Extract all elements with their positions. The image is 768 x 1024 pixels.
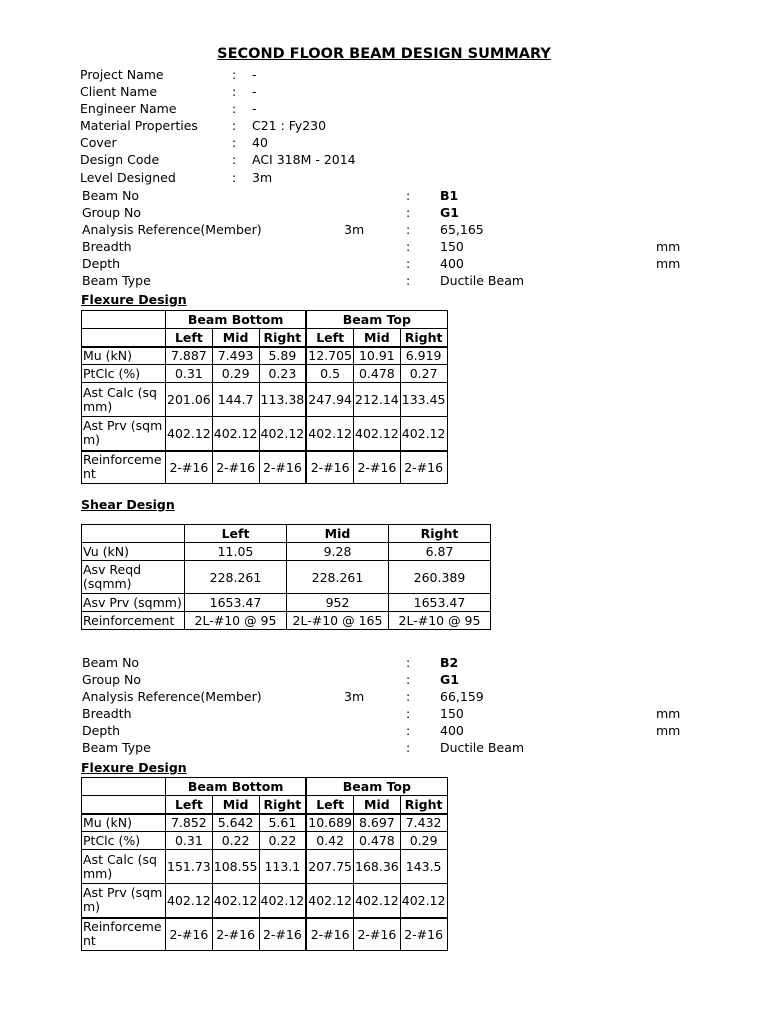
flexure-table-b1 (81, 310, 448, 484)
row-label: Reinforcement (82, 451, 166, 484)
column-header: Right (259, 329, 306, 347)
field-label: Cover (80, 135, 117, 151)
field-label: Group No (82, 205, 142, 220)
shear-table-b1 (81, 524, 491, 630)
table-cell: 402.12 (306, 884, 353, 918)
level-row (80, 169, 356, 186)
field-value: - (252, 84, 257, 100)
table-cell: 228.261 (185, 561, 287, 594)
table-cell: 5.89 (259, 347, 306, 365)
field-value: ACI 318M - 2014 (252, 152, 356, 168)
flexure-heading: Flexure Design (81, 292, 187, 307)
column-header: Right (400, 329, 447, 347)
table-cell: 402.12 (400, 884, 447, 918)
beam-no-value: B1 (440, 188, 459, 203)
field-label: Project Name (80, 67, 164, 82)
field-value: - (252, 67, 257, 82)
table-cell: 0.478 (354, 832, 401, 850)
column-header: Mid (212, 329, 259, 347)
colon: : (406, 672, 411, 687)
table-cell: 402.12 (166, 417, 213, 451)
unit: mm (656, 706, 681, 721)
group-no-value: G1 (440, 672, 459, 687)
table-cell: 6.87 (389, 543, 491, 561)
analysis-value: 66,159 (440, 689, 484, 704)
colon: : (406, 723, 411, 738)
corner-cell (82, 311, 166, 329)
table-cell: 2L-#10 @ 165 (287, 612, 389, 630)
column-header: Mid (287, 525, 389, 543)
analysis-level: 3m (344, 222, 365, 237)
field-label: Level Designed (80, 169, 176, 185)
colon: : (232, 67, 237, 82)
table-cell: 113.38 (259, 383, 306, 417)
table-cell: 402.12 (306, 417, 353, 451)
column-header-row (82, 796, 448, 814)
table-cell: 8.697 (354, 814, 401, 832)
table-cell: 0.42 (306, 832, 353, 850)
table-cell: 1653.47 (185, 594, 287, 612)
colon: : (232, 84, 237, 100)
table-cell: 2-#16 (400, 451, 447, 484)
table-cell: 0.29 (400, 832, 447, 850)
table-cell: 2-#16 (306, 918, 353, 951)
material-row (80, 117, 356, 134)
colon: : (406, 205, 411, 220)
analysis-level: 3m (344, 689, 365, 704)
project-name-row (80, 66, 356, 83)
table-cell: 0.31 (166, 365, 213, 383)
table-cell: 6.919 (400, 347, 447, 365)
field-label: Depth (82, 256, 121, 271)
table-cell: 402.12 (212, 884, 259, 918)
beam-type-value: Ductile Beam (440, 740, 525, 755)
field-label: Design Code (80, 152, 160, 168)
project-info (80, 66, 356, 186)
table-cell: 2-#16 (212, 918, 259, 951)
table-cell: 5.61 (259, 814, 306, 832)
table-cell: 201.06 (166, 383, 213, 417)
table-cell: 247.94 (306, 383, 353, 417)
corner-cell (82, 329, 166, 347)
colon: : (406, 256, 411, 271)
row-label: Mu (kN) (82, 347, 166, 365)
colon: : (232, 118, 237, 134)
table-cell: 1653.47 (389, 594, 491, 612)
table-cell: 2-#16 (166, 918, 213, 951)
field-label: Group No (82, 672, 142, 687)
table-cell: 260.389 (389, 561, 491, 594)
corner-cell (82, 778, 166, 796)
table-cell: 108.55 (212, 850, 259, 884)
field-value: - (252, 101, 257, 117)
page-title: SECOND FLOOR BEAM DESIGN SUMMARY (217, 46, 551, 62)
colon: : (232, 169, 237, 185)
table-cell: 133.45 (400, 383, 447, 417)
analysis-value: 65,165 (440, 222, 484, 237)
row-label: Vu (kN) (82, 543, 185, 561)
design-code-row (80, 151, 356, 168)
colon: : (406, 188, 411, 203)
table-cell: 7.887 (166, 347, 213, 365)
column-header: Mid (212, 796, 259, 814)
table-row (82, 561, 491, 594)
field-label: Beam Type (82, 740, 151, 755)
row-label: Reinforcement (82, 918, 166, 951)
table-cell: 0.478 (354, 365, 401, 383)
table-cell: 952 (287, 594, 389, 612)
column-header: Left (185, 525, 287, 543)
row-label: Ast Calc (sqmm) (82, 850, 166, 884)
table-row (82, 832, 448, 850)
table-row (82, 417, 448, 451)
unit: mm (656, 723, 681, 738)
table-cell: 402.12 (354, 417, 401, 451)
group-header-row (82, 311, 448, 329)
table-cell: 402.12 (354, 884, 401, 918)
field-label: Depth (82, 723, 121, 738)
corner-cell (82, 525, 185, 543)
field-label: Engineer Name (80, 101, 177, 117)
table-cell: 2-#16 (354, 918, 401, 951)
field-label: Material Properties (80, 118, 198, 134)
shear-heading: Shear Design (81, 497, 175, 512)
table-cell: 2-#16 (166, 451, 213, 484)
row-label: Ast Prv (sqmm) (82, 884, 166, 918)
table-cell: 2-#16 (354, 451, 401, 484)
field-label: Client Name (80, 84, 158, 100)
table-cell: 10.689 (308, 815, 352, 831)
table-cell: 11.05 (185, 543, 287, 561)
cover-row (80, 134, 356, 151)
field-value: 40 (252, 135, 268, 151)
table-row (82, 918, 448, 951)
column-header-row (82, 329, 448, 347)
row-label: Asv Reqd (sqmm) (82, 561, 185, 594)
colon: : (406, 222, 411, 237)
table-cell: 0.23 (259, 365, 306, 383)
table-cell: 402.12 (166, 884, 213, 918)
table-cell: 2-#16 (259, 918, 306, 951)
group-header: Beam Top (306, 311, 447, 329)
field-label: Beam No (82, 188, 140, 203)
table-cell: 7.852 (166, 814, 213, 832)
field-label: Breadth (82, 239, 132, 254)
table-row (82, 451, 448, 484)
breadth-value: 150 (440, 706, 464, 721)
row-label: Ast Prv (sqmm) (82, 417, 166, 451)
column-header: Left (306, 329, 353, 347)
flexure-table-b2 (81, 777, 448, 951)
table-row (82, 612, 491, 630)
beam-type-value: Ductile Beam (440, 273, 525, 288)
table-cell: 402.12 (400, 417, 447, 451)
table-cell: 113.1 (259, 850, 306, 884)
column-header-row (82, 525, 491, 543)
colon: : (232, 135, 237, 151)
colon: : (406, 239, 411, 254)
table-row (82, 594, 491, 612)
table-cell: 143.5 (400, 850, 447, 884)
field-label: Beam Type (82, 273, 151, 288)
table-cell: 207.75 (306, 850, 353, 884)
engineer-name-row (80, 100, 356, 117)
table-cell: 402.12 (212, 417, 259, 451)
table-cell: 0.5 (306, 365, 353, 383)
table-cell: 9.28 (287, 543, 389, 561)
depth-value: 400 (440, 256, 464, 271)
field-value: C21 : Fy230 (252, 118, 327, 134)
group-no-value: G1 (440, 205, 459, 220)
table-row (82, 383, 448, 417)
table-cell: 402.12 (259, 884, 306, 918)
table-row (82, 365, 448, 383)
colon: : (406, 273, 411, 288)
table-cell: 0.22 (212, 832, 259, 850)
table-cell: 2-#16 (400, 918, 447, 951)
table-cell: 212.14 (354, 383, 401, 417)
column-header: Right (389, 525, 491, 543)
column-header: Mid (354, 796, 401, 814)
column-header: Mid (354, 329, 401, 347)
table-row (82, 814, 448, 832)
table-cell: 2L-#10 @ 95 (389, 612, 491, 630)
group-header: Beam Bottom (166, 778, 307, 796)
corner-cell (82, 796, 166, 814)
table-cell: 228.261 (287, 561, 389, 594)
table-cell: 151.73 (166, 850, 213, 884)
breadth-value: 150 (440, 239, 464, 254)
table-cell: 0.31 (166, 832, 213, 850)
column-header: Right (259, 796, 306, 814)
depth-value: 400 (440, 723, 464, 738)
table-cell: 144.7 (212, 383, 259, 417)
row-label: Reinforcement (82, 612, 185, 630)
column-header: Left (166, 796, 213, 814)
group-header-row (82, 778, 448, 796)
table-cell: 0.29 (212, 365, 259, 383)
table-cell: 2-#16 (212, 451, 259, 484)
field-label: Analysis Reference(Member) (82, 689, 262, 704)
row-label: Ast Calc (sqmm) (82, 383, 166, 417)
colon: : (232, 101, 237, 117)
unit: mm (656, 239, 681, 254)
row-label: Asv Prv (sqmm) (82, 594, 185, 612)
beam-no-value: B2 (440, 655, 459, 670)
table-cell: 0.27 (400, 365, 447, 383)
row-label: PtClc (%) (82, 832, 166, 850)
colon: : (406, 689, 411, 704)
table-row (82, 850, 448, 884)
table-cell: 168.36 (354, 850, 401, 884)
group-header: Beam Bottom (166, 311, 307, 329)
colon: : (232, 152, 237, 168)
table-cell: 2-#16 (306, 451, 353, 484)
row-label: PtClc (%) (82, 365, 166, 383)
flexure-heading: Flexure Design (81, 760, 187, 775)
colon: : (406, 655, 411, 670)
unit: mm (656, 256, 681, 271)
table-cell: 0.22 (259, 832, 306, 850)
table-row (82, 347, 448, 365)
column-header: Right (400, 796, 447, 814)
colon: : (406, 740, 411, 755)
field-label: Breadth (82, 706, 132, 721)
table-cell: 7.432 (400, 814, 447, 832)
column-header: Left (166, 329, 213, 347)
column-header: Left (306, 796, 353, 814)
colon: : (406, 706, 411, 721)
row-label: Mu (kN) (82, 814, 166, 832)
table-row (82, 543, 491, 561)
table-cell: 402.12 (259, 417, 306, 451)
group-header: Beam Top (306, 778, 447, 796)
field-label: Analysis Reference(Member) (82, 222, 262, 237)
table-cell: 7.493 (212, 347, 259, 365)
table-cell: 5.642 (212, 814, 259, 832)
client-name-row (80, 83, 356, 100)
table-cell: 12.705 (308, 348, 352, 364)
table-cell: 10.91 (354, 347, 401, 365)
field-value: 3m (252, 169, 273, 185)
table-cell: 2-#16 (259, 451, 306, 484)
field-label: Beam No (82, 655, 140, 670)
table-row (82, 884, 448, 918)
table-cell: 2L-#10 @ 95 (185, 612, 287, 630)
